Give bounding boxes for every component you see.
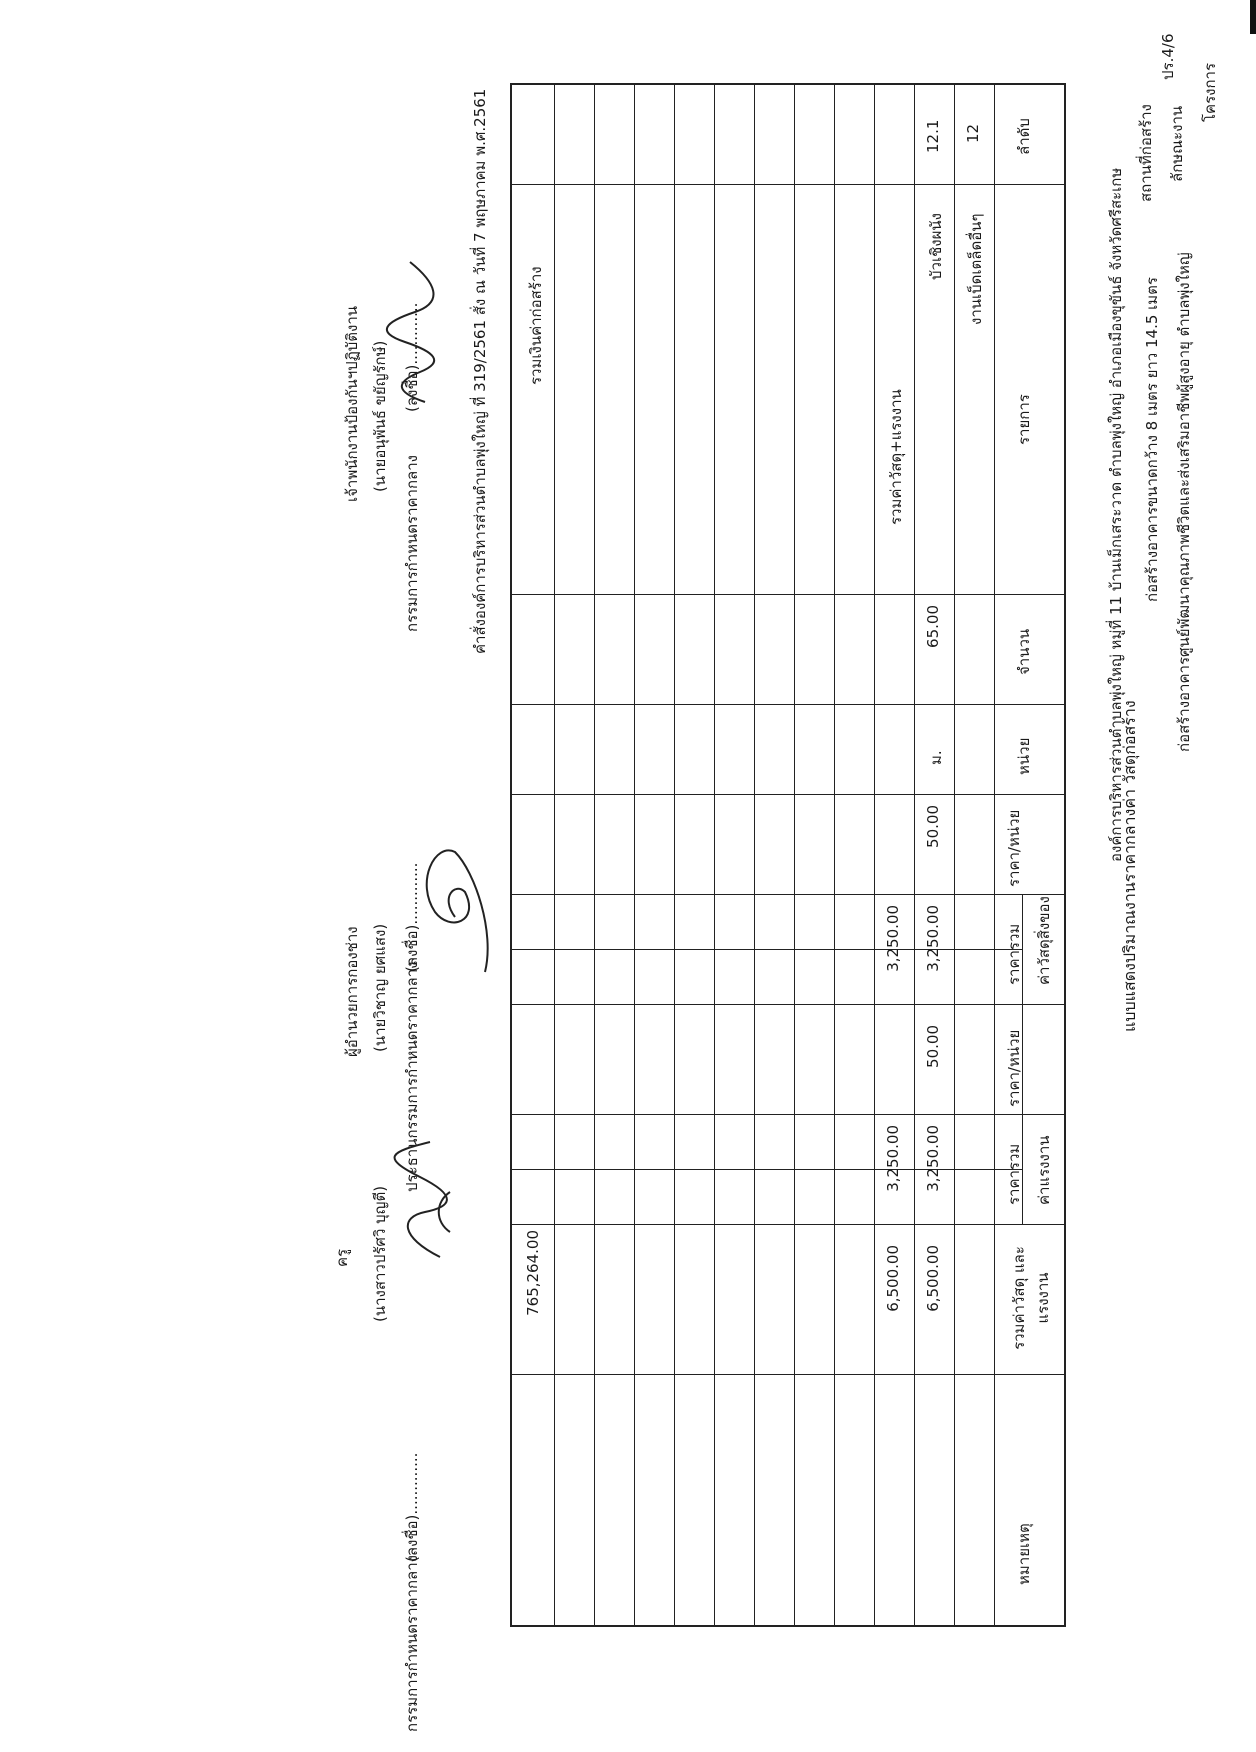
row-material-total: 3,250.00 xyxy=(924,905,942,972)
sign-name: (นางสาวปรัศวิ บุญตี) xyxy=(371,1185,389,1322)
estimate-table xyxy=(510,83,1066,1627)
row-sum: 6,500.00 xyxy=(884,1245,902,1312)
header-material-total: ราคารวม xyxy=(1005,923,1023,985)
row-unit: ม. xyxy=(927,750,945,765)
header-note: หมายเหตุ xyxy=(1015,1523,1033,1585)
site-label: สถานที่ก่อสร้าง xyxy=(1137,104,1155,202)
sign-position: เจ้าพนักงานป้องกันฯปฏิบัติงาน xyxy=(343,305,361,502)
sign-position: ครู xyxy=(333,1248,351,1267)
work-label: ลักษณะงาน xyxy=(1168,105,1186,182)
header-qty: จำนวน xyxy=(1015,628,1033,675)
sign-role: ประธานกรรมการกำหนดราคากลาง xyxy=(403,961,421,1192)
project-label: โครงการ xyxy=(1201,62,1219,122)
signature-mark xyxy=(395,832,505,992)
signature-mark xyxy=(385,232,445,412)
row-labor-unit-price: 50.00 xyxy=(924,1025,942,1068)
grand-total-label: รวมเงินค่าก่อสร้าง xyxy=(527,266,545,385)
row-material-total: 3,250.00 xyxy=(884,905,902,972)
header-unit: หน่วย xyxy=(1015,737,1033,775)
grand-total-value: 765,264.00 xyxy=(524,1230,542,1316)
header-labor-total: ราคารวม xyxy=(1005,1143,1023,1205)
sign-line: (ลงชื่อ)............. xyxy=(403,862,421,972)
row-item: งานเบ็ดเตล็ดอื่นๆ xyxy=(967,213,985,325)
order-line: คำสั่งองค์การบริหารส่วนตำบลพุ่งใหญ่ ที่ 319/2561 สั่ง ณ วันที่ 7 พฤษภาคม พ.ศ.2561 xyxy=(471,88,489,654)
sign-name: (นายอนุพันธ์ ขยัญรักษ์) xyxy=(371,340,389,492)
sign-line: (ลงชื่อ)............. xyxy=(403,302,421,412)
header-item: รายการ xyxy=(1015,394,1033,445)
row-item: บัวเชิงผนัง xyxy=(927,213,945,280)
site-value-text: องค์การบริหารส่วนตำบลพุ่งใหญ่ หมู่ที่ 11 บ้านเม็กเสระวาด ตำบลพุ่งใหญ่ อำเภอเมืองขุขันธ์ จังหวัดศรีสะเกษ xyxy=(1107,167,1125,862)
work-value-text: ก่อสร้างอาคารขนาดกว้าง 8 เมตร ยาว 14.5 เมตร xyxy=(1143,277,1161,602)
header-material-group: ค่าวัสดุสิ่งของ xyxy=(1035,896,1053,985)
header-labor-group: ค่าแรงงาน xyxy=(1035,1135,1053,1205)
sign-role: กรรมการกำหนดราคากลาง xyxy=(403,455,421,632)
row-labor-total: 3,250.00 xyxy=(884,1125,902,1192)
row-qty: 65.00 xyxy=(924,605,942,648)
page-ref: ปร.4/6 xyxy=(1159,33,1177,80)
sign-line: (ลงชื่อ)............. xyxy=(403,1452,421,1562)
sign-position: ผู้อำนวยการกองช่าง xyxy=(343,926,361,1057)
sign-role: กรรมการกำหนดราคากลาง xyxy=(403,1555,421,1732)
header-sum: รวมค่าวัสดุ และแรงงาน xyxy=(1010,1246,1052,1350)
header-labor-unit-price: ราคา/หน่วย xyxy=(1005,1029,1023,1107)
signature-mark xyxy=(380,1132,470,1272)
sign-name: (นายวิชาญ ยศแสง) xyxy=(371,923,389,1052)
row-labor-total: 3,250.00 xyxy=(924,1125,942,1192)
header-no: ลำดับ xyxy=(1015,118,1033,155)
header-material-unit-price: ราคา/หน่วย xyxy=(1005,809,1023,887)
row-item: รวมค่าวัสดุ+แรงงาน xyxy=(887,389,905,525)
row-sum: 6,500.00 xyxy=(924,1245,942,1312)
doc-title: แบบแสดงปริมาณงานราคากลางค่า วัสดุก่อสร้าง xyxy=(1120,700,1139,1032)
project-value-text: ก่อสร้างอาคารศูนย์พัฒนาคุณภาพชีวิตและส่งเสริมอาชีพผู้สูงอายุ ตำบลพุ่งใหญ่ xyxy=(1175,252,1193,752)
row-material-unit-price: 50.00 xyxy=(924,805,942,848)
row-no: 12.1 xyxy=(924,119,942,153)
row-no: 12 xyxy=(964,123,982,143)
